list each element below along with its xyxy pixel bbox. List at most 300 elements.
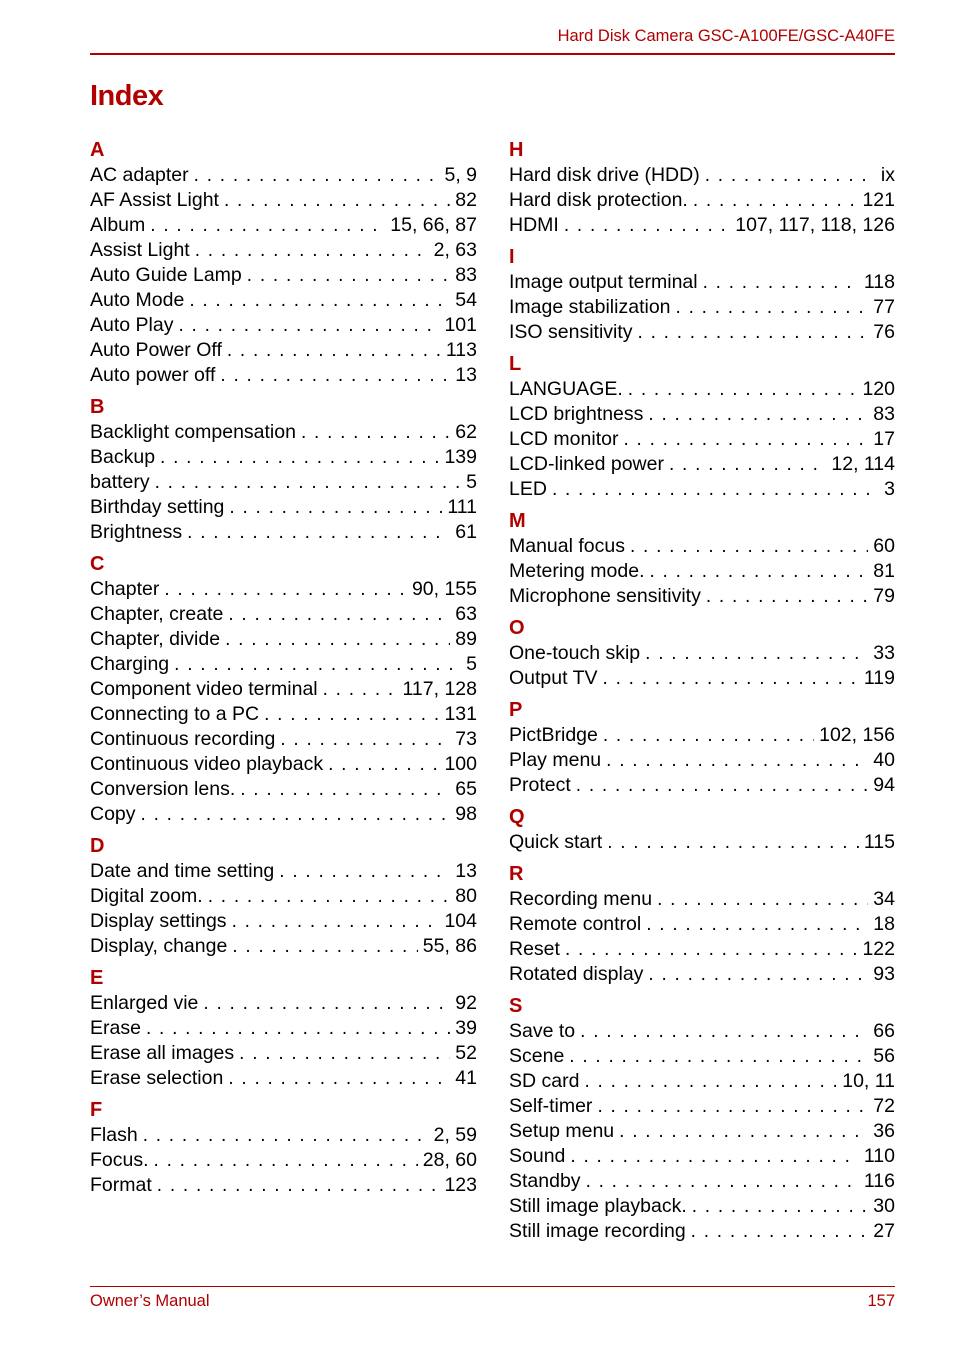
index-page-refs: 55, 86 bbox=[422, 935, 477, 957]
index-entry bbox=[90, 702, 477, 727]
index-term: Display, change bbox=[90, 935, 228, 957]
page-title: Index bbox=[90, 80, 164, 112]
index-page-refs: 36 bbox=[873, 1120, 895, 1142]
index-page-refs: 56 bbox=[873, 1045, 895, 1067]
index-term: LED bbox=[509, 478, 547, 500]
index-entry bbox=[90, 1173, 477, 1198]
index-page-refs: 10, 11 bbox=[842, 1070, 895, 1092]
index-group-e bbox=[90, 966, 477, 1091]
index-entry bbox=[509, 559, 895, 584]
index-page-refs: 104 bbox=[444, 910, 477, 932]
dot-leader bbox=[565, 937, 858, 962]
index-page-refs: 12, 114 bbox=[831, 453, 895, 475]
index-term: Charging bbox=[90, 653, 170, 675]
index-page-refs: 18 bbox=[873, 913, 895, 935]
index-term: Protect bbox=[509, 774, 571, 796]
dot-leader bbox=[606, 748, 868, 773]
dot-leader bbox=[232, 934, 417, 959]
dot-leader bbox=[693, 188, 858, 213]
dot-leader bbox=[146, 1016, 450, 1041]
index-entry bbox=[90, 602, 477, 627]
dot-leader bbox=[619, 1119, 868, 1144]
index-page-refs: 72 bbox=[873, 1095, 895, 1117]
dot-leader bbox=[301, 420, 450, 445]
dot-leader bbox=[279, 859, 450, 884]
index-page-refs: 92 bbox=[455, 992, 477, 1014]
index-entry bbox=[90, 727, 477, 752]
dot-leader bbox=[280, 727, 450, 752]
page-number: 157 bbox=[867, 1292, 895, 1310]
index-entry bbox=[509, 723, 895, 748]
dot-leader bbox=[669, 452, 826, 477]
footer-manual-title: Owner’s Manual bbox=[90, 1292, 210, 1310]
index-letter-heading: A bbox=[90, 139, 105, 161]
index-entry bbox=[90, 752, 477, 777]
index-term: Backup bbox=[90, 446, 156, 468]
index-column-left bbox=[90, 138, 477, 1198]
dot-leader bbox=[208, 884, 451, 909]
index-term: Scene bbox=[509, 1045, 565, 1067]
index-page-refs: 115 bbox=[863, 831, 895, 853]
index-entry bbox=[90, 495, 477, 520]
index-entry bbox=[509, 748, 895, 773]
index-term: Display settings bbox=[90, 910, 227, 932]
index-letter-heading: C bbox=[90, 553, 105, 575]
index-page-refs: 121 bbox=[862, 189, 895, 211]
dot-leader bbox=[580, 1019, 868, 1044]
index-entry bbox=[90, 1148, 477, 1173]
index-page-refs: 119 bbox=[863, 667, 895, 689]
index-page-refs: 83 bbox=[873, 403, 895, 425]
index-term: ISO sensitivity bbox=[509, 321, 633, 343]
dot-leader bbox=[586, 1169, 859, 1194]
index-term: Output TV bbox=[509, 667, 598, 689]
index-term: Remote control bbox=[509, 913, 642, 935]
dot-leader bbox=[603, 666, 859, 691]
index-term: Still image recording bbox=[509, 1220, 686, 1242]
index-term: HDMI bbox=[509, 214, 559, 236]
index-entry bbox=[90, 859, 477, 884]
dot-leader bbox=[224, 188, 450, 213]
dot-leader bbox=[228, 1066, 450, 1091]
index-entry bbox=[509, 887, 895, 912]
dot-leader bbox=[240, 777, 450, 802]
index-term: Auto power off bbox=[90, 364, 216, 386]
index-term: Album bbox=[90, 214, 146, 236]
index-entry bbox=[509, 666, 895, 691]
index-entry bbox=[509, 1194, 895, 1219]
index-entry bbox=[509, 830, 895, 855]
dot-leader bbox=[705, 163, 876, 188]
index-entry bbox=[509, 1094, 895, 1119]
dot-leader bbox=[178, 313, 439, 338]
index-entry bbox=[90, 1123, 477, 1148]
index-entry bbox=[90, 445, 477, 470]
index-term: AF Assist Light bbox=[90, 189, 219, 211]
index-page-refs: 107, 117, 118, 126 bbox=[735, 214, 895, 236]
index-term: Erase selection bbox=[90, 1067, 224, 1089]
index-term: Image stabilization bbox=[509, 296, 671, 318]
index-letter-heading: E bbox=[90, 967, 104, 989]
index-page-refs: 79 bbox=[873, 585, 895, 607]
index-term: Continuous recording bbox=[90, 728, 276, 750]
index-entry bbox=[509, 377, 895, 402]
index-entry bbox=[509, 534, 895, 559]
index-page-refs: 15, 66, 87 bbox=[390, 214, 477, 236]
dot-leader bbox=[194, 163, 440, 188]
index-entry bbox=[509, 295, 895, 320]
index-term: LCD-linked power bbox=[509, 453, 664, 475]
index-entry bbox=[509, 320, 895, 345]
index-page-refs: 80 bbox=[455, 885, 477, 907]
index-column-right bbox=[509, 138, 895, 1244]
index-page-refs: 102, 156 bbox=[819, 724, 895, 746]
index-term: Play menu bbox=[509, 749, 602, 771]
index-entry bbox=[90, 677, 477, 702]
index-term: Chapter, create bbox=[90, 603, 224, 625]
dot-leader bbox=[648, 402, 868, 427]
index-entry bbox=[509, 773, 895, 798]
index-entry bbox=[509, 912, 895, 937]
index-entry bbox=[509, 962, 895, 987]
dot-leader bbox=[692, 1194, 869, 1219]
index-entry bbox=[90, 313, 477, 338]
index-letter-heading: M bbox=[509, 510, 526, 532]
index-page-refs: 120 bbox=[862, 378, 895, 400]
index-entry bbox=[509, 1019, 895, 1044]
dot-leader bbox=[552, 477, 879, 502]
index-group-c bbox=[90, 552, 477, 827]
dot-leader bbox=[220, 363, 450, 388]
index-term: Setup menu bbox=[509, 1120, 615, 1142]
index-entry bbox=[90, 520, 477, 545]
index-entry bbox=[90, 470, 477, 495]
index-term: Flash bbox=[90, 1124, 138, 1146]
index-term: Birthday setting bbox=[90, 496, 225, 518]
index-page-refs: 13 bbox=[455, 860, 477, 882]
index-term: Chapter, divide bbox=[90, 628, 221, 650]
index-term: One-touch skip bbox=[509, 642, 641, 664]
dot-leader bbox=[706, 584, 868, 609]
index-page-refs: 5 bbox=[466, 471, 477, 493]
index-entry bbox=[509, 427, 895, 452]
index-entry bbox=[509, 584, 895, 609]
index-term: Auto Mode bbox=[90, 289, 185, 311]
index-term: Quick start bbox=[509, 831, 603, 853]
index-page-refs: 73 bbox=[455, 728, 477, 750]
index-entry bbox=[90, 338, 477, 363]
index-entry bbox=[509, 641, 895, 666]
dot-leader bbox=[247, 263, 451, 288]
index-page-refs: 116 bbox=[863, 1170, 895, 1192]
index-page-refs: 52 bbox=[455, 1042, 477, 1064]
index-page-refs: 30 bbox=[873, 1195, 895, 1217]
index-term: Copy bbox=[90, 803, 136, 825]
index-group-i bbox=[509, 245, 895, 345]
index-letter-heading: S bbox=[509, 995, 523, 1017]
index-entry bbox=[509, 1219, 895, 1244]
index-group-h bbox=[509, 138, 895, 238]
index-entry bbox=[509, 1119, 895, 1144]
dot-leader bbox=[576, 773, 869, 798]
index-entry bbox=[509, 270, 895, 295]
index-letter-heading: I bbox=[509, 246, 515, 268]
index-page-refs: 61 bbox=[455, 521, 477, 543]
index-term: Format bbox=[90, 1174, 152, 1196]
index-term: Brightness bbox=[90, 521, 183, 543]
index-letter-heading: P bbox=[509, 699, 523, 721]
dot-leader bbox=[584, 1069, 837, 1094]
index-page-refs: 111 bbox=[447, 496, 477, 518]
index-group-p bbox=[509, 698, 895, 798]
dot-leader bbox=[691, 1219, 869, 1244]
index-term: Date and time setting bbox=[90, 860, 275, 882]
index-page-refs: 131 bbox=[444, 703, 477, 725]
index-term: Backlight compensation bbox=[90, 421, 296, 443]
index-group-s bbox=[509, 994, 895, 1244]
index-page-refs: 100 bbox=[444, 753, 477, 775]
index-term: Connecting to a PC bbox=[90, 703, 260, 725]
index-page-refs: 5, 9 bbox=[444, 164, 477, 186]
index-page-refs: 76 bbox=[873, 321, 895, 343]
dot-leader bbox=[150, 213, 385, 238]
index-page-refs: 28, 60 bbox=[422, 1149, 477, 1171]
dot-leader bbox=[676, 295, 869, 320]
index-letter-heading: D bbox=[90, 835, 105, 857]
dot-leader bbox=[323, 677, 398, 702]
index-term: AC adapter bbox=[90, 164, 189, 186]
index-page-refs: 2, 63 bbox=[433, 239, 477, 261]
index-entry bbox=[509, 1069, 895, 1094]
index-term: Continuous video playback bbox=[90, 753, 324, 775]
index-page-refs: 2, 59 bbox=[433, 1124, 477, 1146]
index-page-refs: 122 bbox=[862, 938, 895, 960]
index-group-o bbox=[509, 616, 895, 691]
index-entry bbox=[509, 188, 895, 213]
dot-leader bbox=[155, 470, 462, 495]
index-letter-heading: B bbox=[90, 396, 105, 418]
dot-leader bbox=[648, 962, 868, 987]
index-entry bbox=[90, 577, 477, 602]
dot-leader bbox=[570, 1144, 859, 1169]
index-page-refs: 60 bbox=[873, 535, 895, 557]
dot-leader bbox=[225, 627, 450, 652]
index-page-refs: 63 bbox=[455, 603, 477, 625]
index-term: Auto Power Off bbox=[90, 339, 222, 361]
index-term: battery bbox=[90, 471, 150, 493]
index-letter-heading: R bbox=[509, 863, 524, 885]
index-term: PictBridge bbox=[509, 724, 598, 746]
index-term: Image output terminal bbox=[509, 271, 698, 293]
footer-rule bbox=[90, 1286, 895, 1287]
index-term: Enlarged vie bbox=[90, 992, 199, 1014]
index-term: LCD monitor bbox=[509, 428, 619, 450]
index-letter-heading: Q bbox=[509, 806, 525, 828]
index-entry bbox=[90, 363, 477, 388]
index-term: Erase all images bbox=[90, 1042, 235, 1064]
index-entry bbox=[90, 288, 477, 313]
index-page-refs: 66 bbox=[873, 1020, 895, 1042]
index-entry bbox=[90, 163, 477, 188]
index-entry bbox=[509, 402, 895, 427]
index-page-refs: 77 bbox=[873, 296, 895, 318]
index-page-refs: 39 bbox=[455, 1017, 477, 1039]
index-entry bbox=[90, 1016, 477, 1041]
dot-leader bbox=[174, 652, 461, 677]
index-term: SD card bbox=[509, 1070, 580, 1092]
index-term: Microphone sensitivity bbox=[509, 585, 701, 607]
index-entry bbox=[90, 238, 477, 263]
index-term: Assist Light bbox=[90, 239, 190, 261]
index-entry bbox=[509, 477, 895, 502]
index-letter-heading: H bbox=[509, 139, 524, 161]
index-page-refs: 110 bbox=[863, 1145, 895, 1167]
index-page-refs: 94 bbox=[873, 774, 895, 796]
index-page-refs: 27 bbox=[873, 1220, 895, 1242]
index-term: Digital zoom. bbox=[90, 885, 203, 907]
dot-leader bbox=[189, 288, 450, 313]
index-entry bbox=[90, 1041, 477, 1066]
index-page-refs: 93 bbox=[873, 963, 895, 985]
index-entry bbox=[90, 991, 477, 1016]
index-entry bbox=[90, 802, 477, 827]
index-page-refs: 123 bbox=[444, 1174, 477, 1196]
index-page-refs: 17 bbox=[873, 428, 895, 450]
index-page-refs: 82 bbox=[455, 189, 477, 211]
index-group-r bbox=[509, 862, 895, 987]
dot-leader bbox=[228, 602, 450, 627]
dot-leader bbox=[154, 1148, 418, 1173]
dot-leader bbox=[328, 752, 439, 777]
index-page-refs: 3 bbox=[884, 478, 895, 500]
index-group-f bbox=[90, 1098, 477, 1198]
dot-leader bbox=[623, 427, 868, 452]
dot-leader bbox=[628, 377, 858, 402]
dot-leader bbox=[232, 909, 440, 934]
dot-leader bbox=[229, 495, 442, 520]
index-page-refs: 89 bbox=[455, 628, 477, 650]
dot-leader bbox=[564, 213, 730, 238]
index-page-refs: 101 bbox=[444, 314, 477, 336]
index-entry bbox=[509, 937, 895, 962]
index-entry bbox=[90, 420, 477, 445]
index-page-refs: 65 bbox=[455, 778, 477, 800]
index-entry bbox=[90, 188, 477, 213]
dot-leader bbox=[187, 520, 450, 545]
dot-leader bbox=[264, 702, 439, 727]
index-page-refs: 34 bbox=[873, 888, 895, 910]
index-term: Chapter bbox=[90, 578, 160, 600]
index-entry bbox=[90, 213, 477, 238]
index-group-m bbox=[509, 509, 895, 609]
index-term: Standby bbox=[509, 1170, 581, 1192]
index-page-refs: 83 bbox=[455, 264, 477, 286]
index-term: Focus. bbox=[90, 1149, 149, 1171]
index-entry bbox=[90, 627, 477, 652]
index-page-refs: 113 bbox=[445, 339, 477, 361]
dot-leader bbox=[141, 802, 451, 827]
index-term: Manual focus bbox=[509, 535, 625, 557]
index-term: Metering mode. bbox=[509, 560, 645, 582]
index-group-a bbox=[90, 138, 477, 388]
index-term: Still image playback. bbox=[509, 1195, 687, 1217]
dot-leader bbox=[227, 338, 441, 363]
index-term: Hard disk protection. bbox=[509, 189, 688, 211]
index-page-refs: 41 bbox=[455, 1067, 477, 1089]
index-term: Erase bbox=[90, 1017, 141, 1039]
index-page-refs: 90, 155 bbox=[411, 578, 477, 600]
index-entry bbox=[509, 213, 895, 238]
index-entry bbox=[90, 884, 477, 909]
index-group-q bbox=[509, 805, 895, 855]
index-page-refs: 33 bbox=[873, 642, 895, 664]
dot-leader bbox=[703, 270, 859, 295]
index-page-refs: 5 bbox=[466, 653, 477, 675]
index-page-refs: 62 bbox=[455, 421, 477, 443]
index-page-refs: 118 bbox=[863, 271, 895, 293]
index-term: Auto Play bbox=[90, 314, 174, 336]
index-term: Component video terminal bbox=[90, 678, 318, 700]
dot-leader bbox=[597, 1094, 868, 1119]
dot-leader bbox=[657, 887, 868, 912]
index-term: Recording menu bbox=[509, 888, 653, 910]
index-page-refs: 81 bbox=[873, 560, 895, 582]
dot-leader bbox=[607, 830, 859, 855]
index-entry bbox=[509, 1169, 895, 1194]
dot-leader bbox=[649, 559, 868, 584]
index-group-d bbox=[90, 834, 477, 959]
index-page-refs: 40 bbox=[873, 749, 895, 771]
index-term: Rotated display bbox=[509, 963, 644, 985]
index-page-refs: ix bbox=[880, 164, 895, 186]
index-term: LANGUAGE. bbox=[509, 378, 623, 400]
index-entry bbox=[90, 777, 477, 802]
dot-leader bbox=[630, 534, 868, 559]
header-model-title: Hard Disk Camera GSC-A100FE/GSC-A40FE bbox=[557, 27, 895, 45]
index-page-refs: 54 bbox=[455, 289, 477, 311]
index-entry bbox=[509, 452, 895, 477]
dot-leader bbox=[160, 445, 439, 470]
index-term: Self-timer bbox=[509, 1095, 593, 1117]
index-entry bbox=[90, 909, 477, 934]
index-page-refs: 117, 128 bbox=[402, 678, 477, 700]
dot-leader bbox=[239, 1041, 450, 1066]
index-entry bbox=[90, 652, 477, 677]
index-letter-heading: O bbox=[509, 617, 525, 639]
dot-leader bbox=[569, 1044, 868, 1069]
index-group-l bbox=[509, 352, 895, 502]
dot-leader bbox=[143, 1123, 429, 1148]
index-page-refs: 98 bbox=[455, 803, 477, 825]
index-term: Sound bbox=[509, 1145, 566, 1167]
index-term: Conversion lens. bbox=[90, 778, 236, 800]
index-letter-heading: L bbox=[509, 353, 522, 375]
index-group-b bbox=[90, 395, 477, 545]
dot-leader bbox=[164, 577, 407, 602]
dot-leader bbox=[603, 723, 814, 748]
index-term: Reset bbox=[509, 938, 560, 960]
index-term: Save to bbox=[509, 1020, 576, 1042]
index-term: Hard disk drive (HDD) bbox=[509, 164, 700, 186]
index-entry bbox=[509, 163, 895, 188]
dot-leader bbox=[195, 238, 429, 263]
index-entry bbox=[509, 1044, 895, 1069]
dot-leader bbox=[646, 912, 868, 937]
index-term: LCD brightness bbox=[509, 403, 644, 425]
index-letter-heading: F bbox=[90, 1099, 103, 1121]
index-entry bbox=[90, 1066, 477, 1091]
index-entry bbox=[90, 934, 477, 959]
